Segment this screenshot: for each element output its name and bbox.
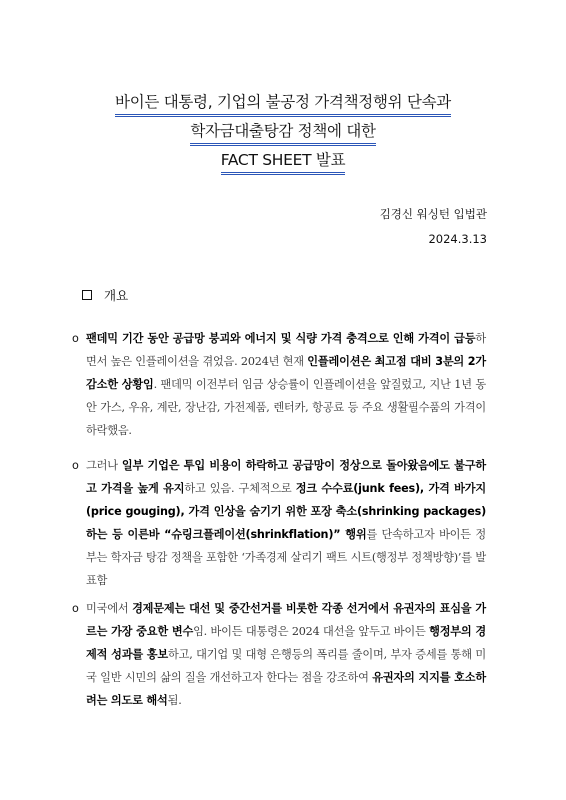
text-segment: 미국에서: [86, 602, 133, 615]
text-segment: 를 단속하고자 바이든 정부는 학자금 탕감 정책을 포함한 ‘가족경제 살리기 팩트 시트(행정부 정책방향)’를 발표함: [86, 528, 486, 587]
title-line-1: 바이든 대통령, 기업의 불공정 가격책정행위 단속과: [115, 93, 451, 117]
author-name: 김경신 워싱턴 입법관: [379, 207, 487, 221]
bullet-mark: o: [72, 459, 79, 472]
text-segment: 하면서 높은 인플레이션을 겪었음. 2024년 현재: [86, 332, 486, 368]
bullet-mark: o: [72, 602, 79, 615]
bullet-text: [86, 454, 486, 592]
section-heading: [82, 286, 128, 304]
bullet-mark: o: [72, 332, 79, 345]
bold-text-segment: 인플레이션은 최고점 대비 3분의 2가 감소한 상황임: [86, 355, 486, 391]
bold-text-segment: 유권자의 지지를 호소하려는 의도로 해석: [86, 671, 486, 707]
bullet-paragraph-1: [72, 327, 486, 442]
text-segment: 하고 있음. 구체적으로: [184, 482, 296, 495]
checkbox-icon: [82, 290, 92, 300]
bold-text-segment: 경제문제는 대선 및 중간선거를 비롯한 각종 선거에서 유권자의 표심을 가르는 가장 중요한 변수: [86, 602, 486, 638]
bullet-text: [86, 597, 486, 712]
publish-date: 2024.3.13: [428, 232, 487, 246]
section-heading-label: 개요: [104, 288, 129, 303]
text-segment: 그러나: [86, 459, 122, 472]
title-line-3: FACT SHEET 발표: [221, 151, 346, 175]
bullet-text: [86, 327, 486, 442]
text-segment: 하고, 대기업 및 대형 은행등의 폭리를 줄이며, 부자 증세를 통해 미국 일반 시민의 삶의 질을 개선하고자 한다는 점을 강조하여: [86, 648, 487, 684]
author-block: [380, 202, 487, 252]
text-segment: 됨.: [167, 694, 182, 707]
bold-text-segment: 행정부의 경제적 성과를 홍보: [86, 625, 486, 661]
bullet-paragraph-3: [72, 597, 486, 712]
bold-text-segment: 팬데믹 기간 동안 공급망 붕괴와 에너지 및 식량 가격 충격으로 인해 가격이 급등: [86, 332, 476, 345]
title-line-2: 학자금대출탕감 정책에 대한: [190, 122, 375, 146]
document-title: [0, 92, 566, 179]
text-segment: 임. 바이든 대통령은 2024 대선을 앞두고 바이든: [193, 625, 430, 638]
text-segment: . 팬데믹 이전부터 임금 상승률이 인플레이션을 앞질렀고, 지난 1년 동안 가스, 우유, 계란, 장난감, 가전제품, 렌터카, 항공료 등 주요 생활필수품의 가격이 하락했음.: [86, 378, 487, 437]
bullet-paragraph-2: [72, 454, 486, 592]
bold-text-segment: 일부 기업은 투입 비용이 하락하고 공급망이 정상으로 돌아왔음에도 불구하고 가격을 높게 유지: [86, 459, 486, 495]
bold-text-segment: 정크 수수료(junk fees), 가격 바가지(price gouging), 가격 인상을 숨기기 위한 포장 축소(shrinking packages)하는 등 이른바 “슈링크플레이션(shrinkflation)” 행위: [86, 482, 486, 541]
